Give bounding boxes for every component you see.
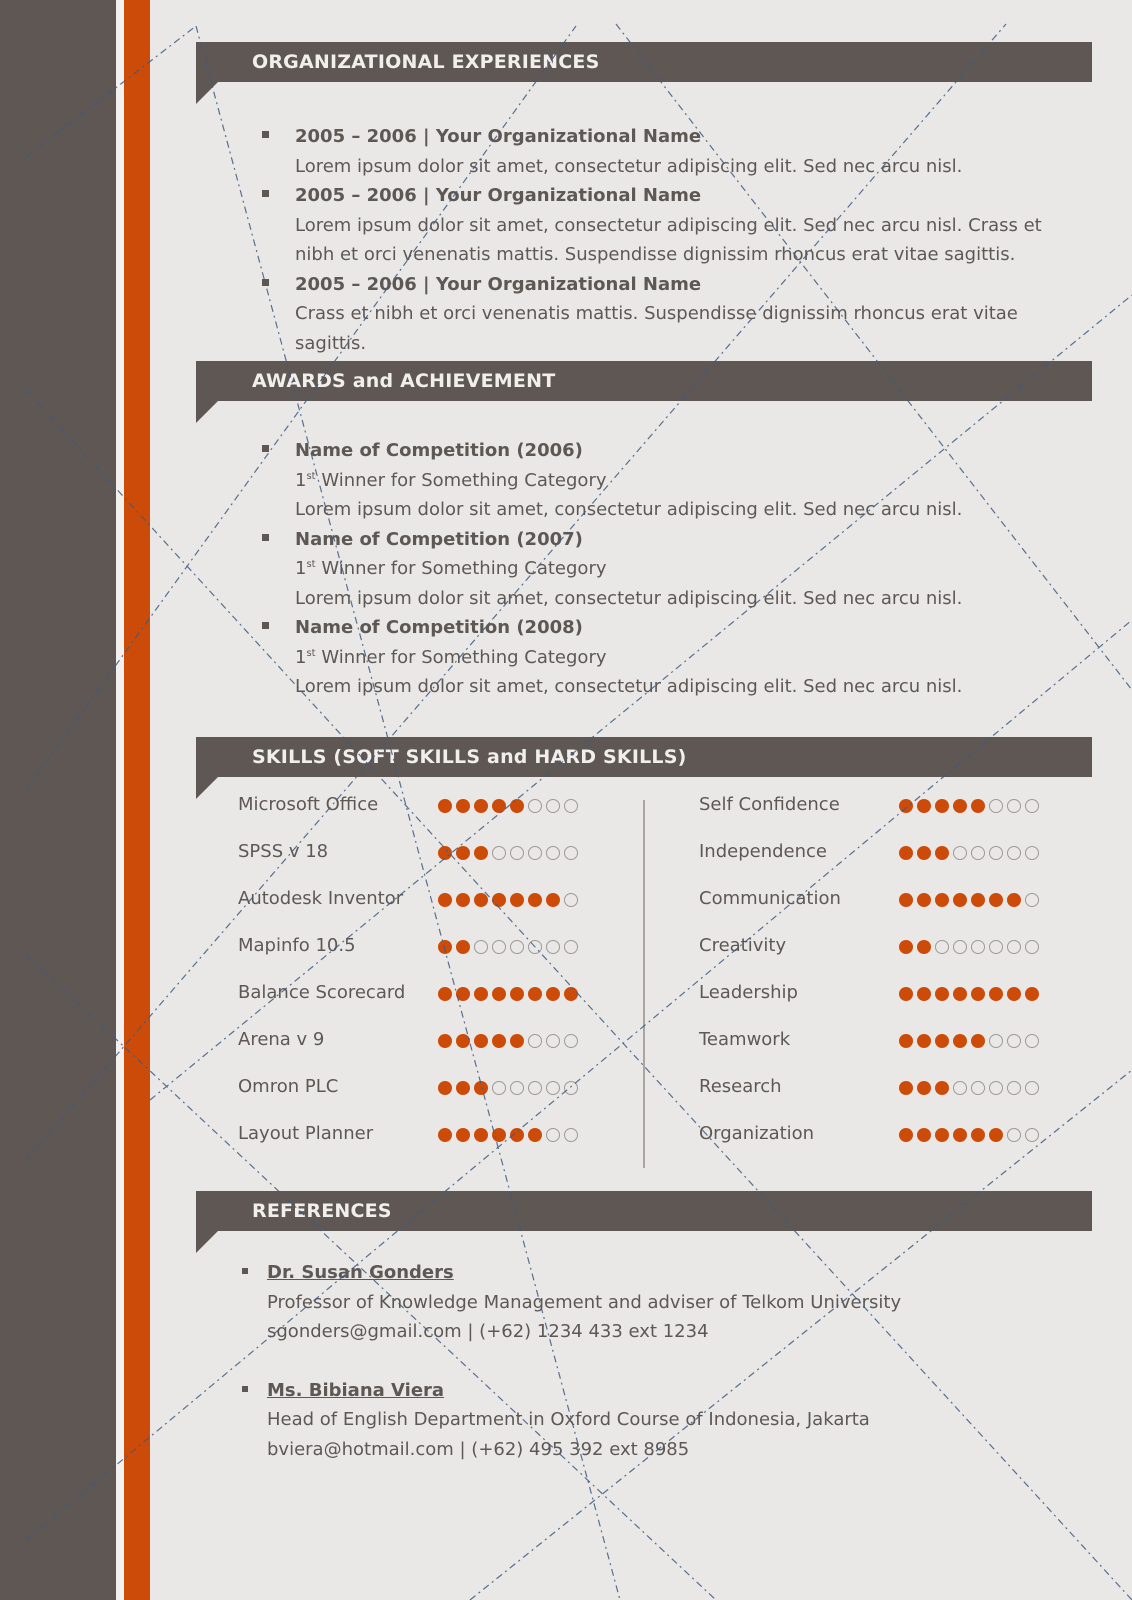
award-desc: Lorem ipsum dolor sit amet, consectetur adipiscing elit. Sed nec arcu nisl. — [295, 587, 963, 609]
rating-dot-filled — [935, 893, 949, 907]
org-section-title: ORGANIZATIONAL EXPERIENCES — [252, 51, 600, 73]
rating-dot-empty — [971, 1081, 985, 1095]
rating-dot-filled — [438, 799, 452, 813]
rating-dot-empty — [989, 846, 1003, 860]
skill-row — [238, 1075, 618, 1122]
rating-dot-empty — [528, 799, 542, 813]
rating-dot-empty — [989, 940, 1003, 954]
rating-dot-filled — [474, 1034, 488, 1048]
rating-dot-empty — [935, 940, 949, 954]
rating-dot-filled — [564, 987, 578, 1001]
rating-dot-filled — [935, 1081, 949, 1095]
rating-dot-empty — [564, 940, 578, 954]
header-tab — [196, 82, 218, 104]
awards-section-header — [196, 361, 1092, 401]
rating-dot-empty — [474, 940, 488, 954]
header-tab — [196, 401, 218, 423]
rating-dot-filled — [899, 846, 913, 860]
rating-dot-empty — [1025, 893, 1039, 907]
rating-dot-filled — [510, 987, 524, 1001]
hard-skills-column — [238, 793, 618, 1169]
rating-dot-filled — [899, 893, 913, 907]
org-item-desc: Lorem ipsum dolor sit amet, consectetur adipiscing elit. Sed nec arcu nisl. Crass et nibh et orci venenatis mattis. Suspendisse dignissim rhoncus erat vitae sagittis. — [295, 214, 1042, 265]
rating-dot-empty — [510, 940, 524, 954]
rating-dot-filled — [438, 846, 452, 860]
rating-dot-filled — [438, 1034, 452, 1048]
rating-dot-filled — [456, 1128, 470, 1142]
rating-dot-filled — [917, 1128, 931, 1142]
skill-name: SPSS v 18 — [238, 841, 329, 862]
sidebar-dark-band — [0, 0, 116, 1600]
rating-dot-empty — [989, 1081, 1003, 1095]
skill-rating — [899, 1128, 1039, 1142]
skill-name: Teamwork — [699, 1029, 791, 1050]
rating-dot-empty — [546, 799, 560, 813]
award-place-suffix: st — [306, 647, 316, 659]
rating-dot-filled — [546, 893, 560, 907]
rating-dot-filled — [474, 799, 488, 813]
rating-dot-filled — [492, 799, 506, 813]
rating-dot-filled — [935, 1034, 949, 1048]
reference-contact: sgonders@gmail.com | (+62) 1234 433 ext 1234 — [267, 1321, 709, 1342]
skill-row — [238, 793, 618, 840]
rating-dot-filled — [1007, 893, 1021, 907]
rating-dot-filled — [438, 987, 452, 1001]
rating-dot-filled — [917, 799, 931, 813]
reference-name: Ms. Bibiana Viera — [267, 1379, 445, 1401]
rating-dot-filled — [971, 799, 985, 813]
award-heading: Name of Competition (2007) — [295, 528, 583, 550]
rating-dot-filled — [917, 1081, 931, 1095]
references-list — [240, 1258, 1080, 1493]
rating-dot-empty — [564, 1128, 578, 1142]
rating-dot-empty — [1007, 846, 1021, 860]
rating-dot-filled — [917, 1034, 931, 1048]
awards-section-title: AWARDS and ACHIEVEMENT — [252, 370, 556, 392]
rating-dot-filled — [528, 893, 542, 907]
award-desc: Lorem ipsum dolor sit amet, consectetur adipiscing elit. Sed nec arcu nisl. — [295, 676, 963, 697]
award-item — [262, 525, 1082, 614]
skill-name: Self Confidence — [699, 794, 840, 815]
rating-dot-filled — [971, 987, 985, 1001]
skill-rating — [899, 846, 1039, 860]
skills-divider — [643, 800, 645, 1168]
rating-dot-filled — [971, 1034, 985, 1048]
award-item — [262, 436, 1082, 525]
rating-dot-filled — [438, 893, 452, 907]
rating-dot-filled — [899, 1081, 913, 1095]
org-item-desc: Crass et nibh et orci venenatis mattis. Suspendisse dignissim rhoncus erat vitae sagittis. — [295, 303, 1018, 354]
reference-item — [240, 1376, 1080, 1465]
skill-name: Omron PLC — [238, 1076, 339, 1097]
skill-name: Layout Planner — [238, 1123, 374, 1144]
skill-row — [238, 1122, 618, 1169]
skill-row — [699, 1075, 1079, 1122]
skill-rating — [438, 893, 578, 907]
skill-row — [699, 1122, 1079, 1169]
rating-dot-empty — [546, 1081, 560, 1095]
reference-role: Professor of Knowledge Management and adviser of Telkom University — [267, 1291, 902, 1313]
award-desc: Lorem ipsum dolor sit amet, consectetur adipiscing elit. Sed nec arcu nisl. — [295, 499, 963, 520]
rating-dot-empty — [564, 799, 578, 813]
references-section-title: REFERENCES — [252, 1200, 392, 1222]
award-place-num: 1 — [295, 646, 307, 668]
rating-dot-filled — [492, 1034, 506, 1048]
rating-dot-filled — [474, 1081, 488, 1095]
rating-dot-empty — [1025, 846, 1039, 860]
rating-dot-filled — [899, 1128, 913, 1142]
rating-dot-empty — [528, 846, 542, 860]
skill-row — [699, 981, 1079, 1028]
skill-name: Mapinfo 10.5 — [238, 935, 356, 956]
rating-dot-filled — [492, 893, 506, 907]
skill-row — [699, 934, 1079, 981]
rating-dot-filled — [953, 893, 967, 907]
org-item — [262, 270, 1082, 359]
rating-dot-empty — [1025, 1128, 1039, 1142]
rating-dot-filled — [492, 987, 506, 1001]
awards-list — [262, 436, 1082, 702]
sidebar-white-stripe — [116, 0, 124, 1600]
skills-section-title: SKILLS (SOFT SKILLS and HARD SKILLS) — [252, 746, 687, 768]
rating-dot-filled — [1025, 987, 1039, 1001]
rating-dot-filled — [438, 940, 452, 954]
rating-dot-filled — [1007, 987, 1021, 1001]
award-place-text: Winner for Something Category — [315, 469, 607, 491]
skill-name: Leadership — [699, 982, 798, 1003]
rating-dot-filled — [899, 987, 913, 1001]
rating-dot-empty — [492, 940, 506, 954]
award-item — [262, 613, 1082, 702]
award-place-num: 1 — [295, 558, 307, 579]
rating-dot-filled — [935, 846, 949, 860]
skill-name: Autodesk Inventor — [238, 888, 404, 909]
skill-rating — [438, 987, 578, 1001]
rating-dot-filled — [899, 799, 913, 813]
rating-dot-empty — [1007, 940, 1021, 954]
rating-dot-filled — [917, 893, 931, 907]
rating-dot-filled — [953, 987, 967, 1001]
rating-dot-filled — [989, 987, 1003, 1001]
rating-dot-empty — [492, 846, 506, 860]
skill-name: Communication — [699, 888, 841, 909]
skills-section-header — [196, 737, 1092, 777]
rating-dot-filled — [935, 799, 949, 813]
rating-dot-filled — [510, 893, 524, 907]
rating-dot-empty — [528, 940, 542, 954]
award-placement — [295, 466, 1082, 496]
rating-dot-empty — [1025, 799, 1039, 813]
award-place-text: Winner for Something Category — [315, 558, 607, 579]
rating-dot-empty — [989, 799, 1003, 813]
rating-dot-empty — [546, 1128, 560, 1142]
rating-dot-empty — [1025, 1081, 1039, 1095]
rating-dot-empty — [546, 846, 560, 860]
skill-row — [699, 1028, 1079, 1075]
skill-name: Research — [699, 1076, 782, 1097]
rating-dot-empty — [546, 940, 560, 954]
skill-row — [699, 840, 1079, 887]
rating-dot-empty — [971, 846, 985, 860]
org-item-heading: 2005 – 2006 | Your Organizational Name — [295, 273, 702, 295]
rating-dot-empty — [1007, 1128, 1021, 1142]
rating-dot-empty — [564, 893, 578, 907]
award-heading: Name of Competition (2006) — [295, 440, 583, 461]
rating-dot-filled — [528, 1128, 542, 1142]
rating-dot-filled — [917, 846, 931, 860]
rating-dot-empty — [510, 1081, 524, 1095]
rating-dot-empty — [971, 940, 985, 954]
skill-row — [238, 887, 618, 934]
rating-dot-filled — [899, 940, 913, 954]
skill-rating — [438, 846, 578, 860]
org-item-heading: 2005 – 2006 | Your Organizational Name — [295, 126, 702, 147]
rating-dot-filled — [510, 799, 524, 813]
rating-dot-filled — [474, 987, 488, 1001]
skill-name: Organization — [699, 1123, 815, 1144]
skill-rating — [438, 1081, 578, 1095]
org-item-heading: 2005 – 2006 | Your Organizational Name — [295, 185, 702, 206]
rating-dot-filled — [917, 940, 931, 954]
award-place-num: 1 — [295, 469, 307, 491]
skill-rating — [899, 799, 1039, 813]
skill-name: Microsoft Office — [238, 794, 379, 815]
skill-row — [238, 840, 618, 887]
rating-dot-empty — [989, 1034, 1003, 1048]
award-heading: Name of Competition (2008) — [295, 617, 583, 638]
skill-row — [699, 887, 1079, 934]
rating-dot-filled — [474, 893, 488, 907]
rating-dot-filled — [953, 799, 967, 813]
rating-dot-filled — [528, 987, 542, 1001]
skill-rating — [899, 1034, 1039, 1048]
rating-dot-filled — [438, 1128, 452, 1142]
rating-dot-empty — [953, 940, 967, 954]
rating-dot-filled — [953, 1128, 967, 1142]
rating-dot-filled — [456, 893, 470, 907]
rating-dot-empty — [528, 1034, 542, 1048]
rating-dot-filled — [917, 987, 931, 1001]
rating-dot-filled — [474, 1128, 488, 1142]
sidebar-accent-stripe — [124, 0, 150, 1600]
rating-dot-empty — [1007, 799, 1021, 813]
skill-rating — [438, 1128, 578, 1142]
header-tab — [196, 777, 218, 799]
rating-dot-filled — [971, 893, 985, 907]
skill-rating — [438, 940, 578, 954]
rating-dot-filled — [492, 1128, 506, 1142]
org-list — [262, 122, 1082, 358]
reference-name: Dr. Susan Gonders — [267, 1262, 454, 1283]
rating-dot-empty — [1007, 1034, 1021, 1048]
rating-dot-filled — [456, 799, 470, 813]
skill-rating — [899, 987, 1039, 1001]
skill-rating — [899, 893, 1039, 907]
skill-rating — [899, 940, 1039, 954]
rating-dot-empty — [546, 1034, 560, 1048]
references-section-header — [196, 1191, 1092, 1231]
rating-dot-empty — [510, 846, 524, 860]
rating-dot-filled — [474, 846, 488, 860]
rating-dot-empty — [564, 846, 578, 860]
org-item-desc: Lorem ipsum dolor sit amet, consectetur adipiscing elit. Sed nec arcu nisl. — [295, 155, 963, 177]
org-section-header — [196, 42, 1092, 82]
award-place-suffix: st — [306, 470, 316, 482]
rating-dot-empty — [1007, 1081, 1021, 1095]
rating-dot-filled — [989, 1128, 1003, 1142]
rating-dot-empty — [1025, 940, 1039, 954]
rating-dot-empty — [492, 1081, 506, 1095]
skill-name: Creativity — [699, 935, 787, 956]
rating-dot-empty — [528, 1081, 542, 1095]
rating-dot-filled — [953, 1034, 967, 1048]
skill-rating — [899, 1081, 1039, 1095]
award-placement — [295, 643, 1082, 673]
award-place-text: Winner for Something Category — [315, 646, 607, 668]
reference-item — [240, 1258, 1080, 1347]
rating-dot-filled — [456, 940, 470, 954]
rating-dot-empty — [564, 1081, 578, 1095]
org-item — [262, 181, 1082, 270]
rating-dot-filled — [899, 1034, 913, 1048]
reference-contact: bviera@hotmail.com | (+62) 495 392 ext 8985 — [267, 1438, 690, 1460]
rating-dot-filled — [935, 1128, 949, 1142]
award-place-suffix: st — [306, 559, 316, 570]
skill-row — [238, 934, 618, 981]
rating-dot-empty — [564, 1034, 578, 1048]
award-placement — [295, 554, 1082, 584]
rating-dot-empty — [1025, 1034, 1039, 1048]
rating-dot-empty — [953, 846, 967, 860]
rating-dot-filled — [935, 987, 949, 1001]
soft-skills-column — [699, 793, 1079, 1169]
skill-name: Balance Scorecard — [238, 982, 406, 1003]
rating-dot-filled — [971, 1128, 985, 1142]
skill-name: Arena v 9 — [238, 1029, 325, 1050]
skill-row — [238, 1028, 618, 1075]
rating-dot-filled — [510, 1034, 524, 1048]
rating-dot-filled — [456, 1034, 470, 1048]
rating-dot-filled — [456, 846, 470, 860]
skill-rating — [438, 799, 578, 813]
skill-row — [238, 981, 618, 1028]
rating-dot-filled — [438, 1081, 452, 1095]
rating-dot-filled — [546, 987, 560, 1001]
skill-name: Independence — [699, 841, 828, 862]
rating-dot-filled — [456, 1081, 470, 1095]
rating-dot-empty — [953, 1081, 967, 1095]
header-tab — [196, 1231, 218, 1253]
rating-dot-filled — [510, 1128, 524, 1142]
rating-dot-filled — [989, 893, 1003, 907]
org-item — [262, 122, 1082, 181]
skill-rating — [438, 1034, 578, 1048]
skill-row — [699, 793, 1079, 840]
reference-role: Head of English Department in Oxford Course of Indonesia, Jakarta — [267, 1409, 870, 1430]
rating-dot-filled — [456, 987, 470, 1001]
